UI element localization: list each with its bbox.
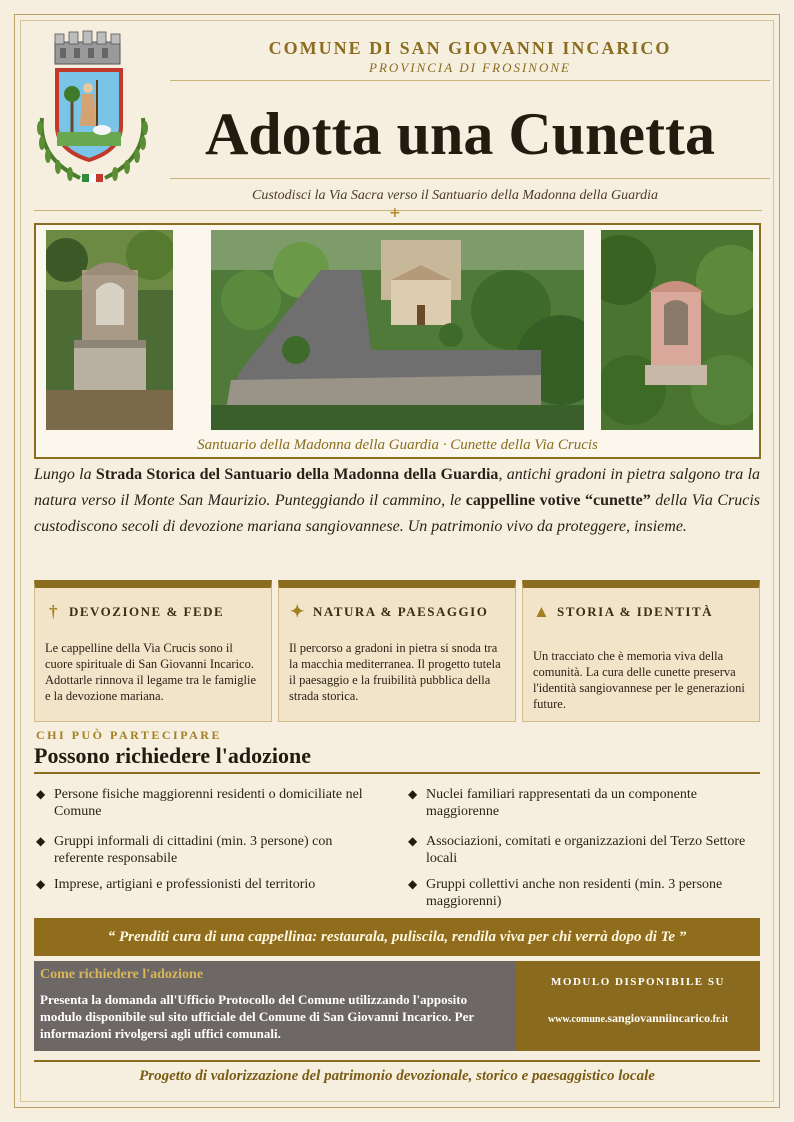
list-item — [406, 786, 756, 820]
list-item — [406, 876, 756, 910]
url-part: sangiovanniincarico — [607, 1011, 711, 1025]
feature-heading — [533, 602, 751, 622]
how-to-apply-box — [34, 961, 516, 1051]
intro-highlight: cappelline votive “cunette” — [465, 492, 651, 509]
feature-title: STORIA & IDENTITÀ — [557, 604, 714, 619]
page-title: Adotta una Cunetta — [204, 101, 716, 167]
feature-heading — [45, 602, 263, 622]
modulo-box — [516, 961, 760, 1051]
divider — [34, 1060, 760, 1062]
list-item-text: Gruppi informali di cittadini (min. 3 persone) con referente responsabile — [54, 834, 333, 866]
diamond-icon: ◆ — [408, 787, 418, 801]
feature-title: NATURA & PAESAGGIO — [313, 604, 489, 619]
list-item — [34, 876, 384, 893]
diamond-icon: ◆ — [36, 834, 46, 848]
cross-icon: † — [49, 602, 59, 621]
feature-box-storia — [522, 580, 760, 722]
page-subtitle: Custodisci la Via Sacra verso il Santuario della Madonna della Guardia — [252, 188, 658, 203]
photo-chapel-left — [46, 230, 173, 430]
list-item-text: Persone fisiche maggiorenni residenti o domiciliate nel Comune — [54, 787, 363, 819]
divider — [34, 772, 760, 774]
photo-chapel-right — [601, 230, 753, 430]
feature-box-natura — [278, 580, 516, 722]
feature-heading — [289, 602, 507, 622]
cross-icon: + — [389, 205, 401, 221]
list-item-text: Gruppi collettivi anche non residenti (min. 3 persone maggiorenni) — [426, 877, 723, 909]
website-link[interactable] — [516, 1011, 760, 1026]
intro-paragraph — [34, 462, 760, 540]
list-item-text: Nuclei familiari rappresentati da un componente maggiorenne — [426, 787, 697, 819]
divider — [170, 178, 770, 179]
photo-caption: Santuario della Madonna della Guardia · Cunette della Via Crucis — [197, 437, 598, 453]
how-text: Presenta la domanda all'Ufficio Protocollo del Comune utilizzando l'apposito modulo disponibile sul sito ufficiale del Comune di San Giovanni Incarico. Per informazioni rivolgersi agli uffici comunali. — [40, 992, 474, 1041]
feature-box-devozione — [34, 580, 272, 722]
feature-text: Un tracciato che è memoria viva della comunità. La cura delle cunette preserva l'identità sangiovannese per le generazioni future. — [533, 649, 745, 711]
diamond-icon: ◆ — [36, 877, 46, 891]
list-item — [34, 786, 384, 820]
diamond-icon: ◆ — [36, 787, 46, 801]
provincia-name: PROVINCIA DI FROSINONE — [369, 60, 571, 75]
footer-text: Progetto di valorizzazione del patrimonio devozionale, storico e paesaggistico locale — [139, 1068, 655, 1084]
intro-highlight: Strada Storica del Santuario della Madonna della Guardia — [95, 466, 499, 483]
how-title: Come richiedere l'adozione — [40, 967, 204, 982]
list-item — [34, 833, 384, 867]
quote-banner: “ Prenditi cura di una cappellina: restaurala, puliscila, rendila viva per chi verrà dopo di Te ” — [34, 918, 760, 956]
intro-text: , antichi gradoni in pietra salgono tra la natura verso il Monte San Maurizio. Punteggiando il cammino, le — [34, 466, 761, 509]
url-part: www.comune. — [547, 1014, 608, 1025]
modulo-label: MODULO DISPONIBILE SU — [551, 976, 725, 988]
diamond-icon: ◆ — [408, 834, 418, 848]
list-item — [406, 833, 756, 867]
photo-panel — [34, 223, 761, 459]
feature-title: DEVOZIONE & FEDE — [69, 604, 225, 619]
mountain-icon: ▲ — [533, 602, 552, 621]
diamond-icon: ◆ — [408, 877, 418, 891]
photo-sanctuary-aerial — [211, 230, 584, 430]
section-label: CHI PUÒ PARTECIPARE — [36, 728, 222, 742]
star-icon: ✦ — [290, 602, 306, 621]
intro-text: Lungo la — [34, 466, 96, 483]
section-title: Possono richiedere l'adozione — [34, 743, 312, 768]
feature-text: Il percorso a gradoni in pietra si snoda tra la macchia mediterranea. Il progetto tutela il paesaggio e la fruibilità pubblica della strada storica. — [289, 641, 501, 703]
url-part: .fr.it — [710, 1014, 729, 1025]
feature-text: Le cappelline della Via Crucis sono il cuore spirituale di San Giovanni Incarico. Adottarle rinnova il legame tra le famiglie e la devozione mariana. — [45, 641, 257, 703]
list-item-text: Associazioni, comitati e organizzazioni del Terzo Settore locali — [426, 834, 746, 866]
list-item-text: Imprese, artigiani e professionisti del territorio — [54, 877, 316, 892]
municipal-crest — [30, 28, 155, 188]
divider — [170, 80, 770, 81]
comune-name: COMUNE DI SAN GIOVANNI INCARICO — [268, 38, 672, 58]
intro-text: della Via Crucis custodiscono secoli di devozione mariana sangiovannese. Un patrimonio vivo da proteggere, insieme. — [34, 492, 761, 535]
